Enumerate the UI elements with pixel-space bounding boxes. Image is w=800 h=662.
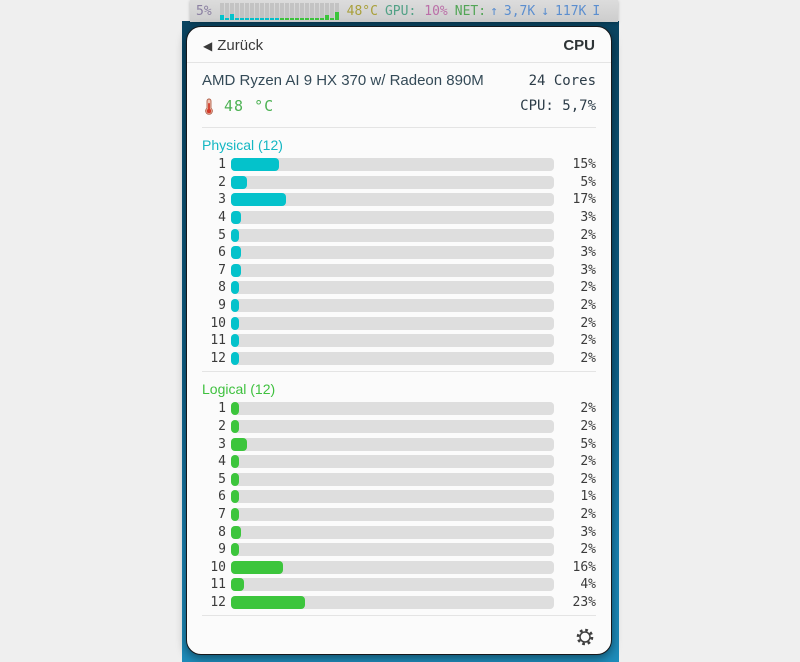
core-number: 8: [218, 280, 226, 296]
panel-net-upload[interactable]: 3,7K: [503, 3, 536, 19]
core-number: 11: [210, 577, 226, 593]
panel-gpu-label[interactable]: GPU:: [384, 3, 417, 19]
core-usage-percent: 3%: [580, 210, 596, 226]
core-usage-row: [187, 279, 611, 297]
core-usage-percent: 2%: [580, 401, 596, 417]
core-usage-percent: 17%: [572, 192, 596, 208]
core-number: 1: [218, 401, 226, 417]
histogram-bar: [230, 3, 234, 20]
core-usage-row: [187, 594, 611, 612]
core-usage-percent: 2%: [580, 542, 596, 558]
core-number: 8: [218, 524, 226, 540]
core-usage-bar: [231, 229, 239, 242]
histogram-bar: [265, 3, 269, 20]
page-title: CPU: [563, 37, 595, 54]
histogram-bar: [280, 3, 284, 20]
core-usage-row: [187, 191, 611, 209]
back-arrow-icon: ◀: [203, 38, 213, 53]
histogram-bar: [320, 3, 324, 20]
histogram-bar: [330, 3, 334, 20]
core-usage-row: [187, 297, 611, 315]
core-usage-row: [187, 400, 611, 418]
panel-net-label[interactable]: NET:: [454, 3, 487, 19]
core-usage-row: [187, 209, 611, 227]
core-usage-row: [187, 435, 611, 453]
core-usage-track: [231, 352, 554, 365]
core-number: 4: [218, 454, 226, 470]
core-usage-track: [231, 299, 554, 312]
core-usage-percent: 15%: [572, 157, 596, 173]
histogram-bar: [325, 3, 329, 20]
core-number: 4: [218, 210, 226, 226]
back-button[interactable]: [203, 37, 263, 54]
core-usage-bar: [231, 508, 239, 521]
core-usage-track: [231, 473, 554, 486]
top-panel[interactable]: [190, 0, 618, 22]
core-usage-bar: [231, 455, 239, 468]
histogram-bar: [315, 3, 319, 20]
histogram-bar: [300, 3, 304, 20]
histogram-bar: [255, 3, 259, 20]
cpu-temperature: 48 °C: [224, 97, 275, 115]
core-usage-row: [187, 453, 611, 471]
core-usage-percent: 5%: [580, 436, 596, 452]
core-usage-bar: [231, 561, 283, 574]
physical-core-rows: [187, 156, 611, 367]
core-usage-row: [187, 488, 611, 506]
panel-net-download[interactable]: 117K: [555, 3, 587, 19]
cpu-core-histogram-icon[interactable]: [220, 3, 340, 20]
core-number: 12: [210, 594, 226, 610]
section-title-physical: Physical (12): [202, 137, 283, 153]
core-usage-track: [231, 264, 554, 277]
divider: [202, 615, 596, 616]
core-usage-bar: [231, 281, 239, 294]
core-usage-track: [231, 438, 554, 451]
histogram-bar: [335, 3, 339, 20]
core-number: 2: [218, 174, 226, 190]
core-number: 6: [218, 489, 226, 505]
core-usage-percent: 3%: [580, 245, 596, 261]
core-usage-percent: 2%: [580, 315, 596, 331]
core-usage-row: [187, 418, 611, 436]
core-number: 7: [218, 506, 226, 522]
core-usage-percent: 5%: [580, 174, 596, 190]
core-usage-row: [187, 350, 611, 368]
core-usage-row: [187, 314, 611, 332]
core-usage-bar: [231, 578, 244, 591]
popup-footer: [187, 620, 611, 654]
core-usage-track: [231, 596, 554, 609]
core-usage-bar: [231, 334, 239, 347]
core-usage-track: [231, 246, 554, 259]
histogram-bar: [220, 3, 224, 20]
core-usage-track: [231, 281, 554, 294]
histogram-bar: [310, 3, 314, 20]
panel-temperature[interactable]: 48°C: [346, 3, 378, 19]
core-usage-row: [187, 156, 611, 174]
histogram-bar: [250, 3, 254, 20]
core-usage-row: [187, 226, 611, 244]
core-usage-percent: 23%: [572, 594, 596, 610]
core-usage-percent: 2%: [580, 419, 596, 435]
divider: [202, 127, 596, 128]
core-usage-percent: 2%: [580, 333, 596, 349]
section-title-logical: Logical (12): [202, 381, 276, 398]
histogram-bar: [235, 3, 239, 20]
core-usage-bar: [231, 193, 286, 206]
up-arrow-icon: ↑: [490, 3, 498, 19]
back-label: Zurück: [217, 37, 264, 54]
core-usage-percent: 3%: [580, 262, 596, 278]
core-number: 9: [218, 542, 226, 558]
histogram-bar: [275, 3, 279, 20]
core-usage-track: [231, 193, 554, 206]
core-usage-bar: [231, 352, 239, 365]
logical-cores-section: [187, 376, 611, 611]
popup-header: [187, 27, 611, 62]
core-number: 10: [210, 559, 226, 575]
core-usage-track: [231, 455, 554, 468]
histogram-bar: [270, 3, 274, 20]
core-usage-row: [187, 244, 611, 262]
core-number: 5: [218, 471, 226, 487]
core-usage-row: [187, 541, 611, 559]
core-usage-bar: [231, 473, 239, 486]
core-usage-row: [187, 262, 611, 280]
panel-cpu-percent[interactable]: 5%: [196, 3, 212, 19]
core-usage-percent: 2%: [580, 350, 596, 366]
core-number: 2: [218, 419, 226, 435]
core-usage-track: [231, 490, 554, 503]
core-usage-bar: [231, 211, 241, 224]
core-usage-track: [231, 402, 554, 415]
cpu-monitor-popup: [186, 26, 612, 655]
down-arrow-icon: ↓: [541, 3, 550, 19]
core-usage-track: [231, 420, 554, 433]
cpu-model-name: AMD Ryzen AI 9 HX 370 w/ Radeon 890M: [202, 72, 484, 89]
core-number: 1: [218, 157, 226, 173]
core-usage-row: [187, 558, 611, 576]
core-usage-row: [187, 523, 611, 541]
histogram-bar: [295, 3, 299, 20]
core-usage-bar: [231, 299, 239, 312]
core-usage-bar: [231, 158, 279, 171]
core-usage-track: [231, 211, 554, 224]
core-number: 12: [210, 350, 226, 366]
panel-gpu-percent[interactable]: 10%: [424, 3, 448, 19]
core-usage-track: [231, 176, 554, 189]
core-usage-bar: [231, 543, 239, 556]
divider: [202, 371, 596, 372]
core-usage-percent: 2%: [580, 298, 596, 314]
settings-button[interactable]: [575, 627, 595, 647]
core-usage-track: [231, 317, 554, 330]
core-count: 24 Cores: [528, 72, 596, 89]
gear-icon: [575, 627, 595, 647]
histogram-bar: [305, 3, 309, 20]
core-usage-percent: 2%: [580, 280, 596, 296]
histogram-bar: [285, 3, 289, 20]
core-usage-bar: [231, 420, 239, 433]
core-usage-percent: 2%: [580, 227, 596, 243]
core-usage-track: [231, 334, 554, 347]
thermometer-icon: [204, 98, 214, 115]
core-number: 10: [210, 315, 226, 331]
core-usage-bar: [231, 246, 241, 259]
core-usage-bar: [231, 317, 239, 330]
histogram-bar: [245, 3, 249, 20]
core-usage-track: [231, 526, 554, 539]
core-usage-percent: 1%: [580, 489, 596, 505]
cpu-info-block: [187, 63, 611, 123]
core-usage-bar: [231, 264, 241, 277]
histogram-bar: [225, 3, 229, 20]
core-usage-percent: 4%: [580, 577, 596, 593]
core-usage-row: [187, 332, 611, 350]
histogram-bar: [290, 3, 294, 20]
core-usage-percent: 2%: [580, 454, 596, 470]
core-usage-bar: [231, 438, 247, 451]
core-number: 9: [218, 298, 226, 314]
histogram-bar: [240, 3, 244, 20]
physical-cores-section: [187, 132, 611, 367]
core-number: 7: [218, 262, 226, 278]
core-number: 11: [210, 333, 226, 349]
core-usage-bar: [231, 526, 241, 539]
panel-clipped-indicator: I: [592, 3, 601, 19]
core-usage-bar: [231, 490, 239, 503]
core-number: 6: [218, 245, 226, 261]
histogram-bar: [260, 3, 264, 20]
core-usage-percent: 2%: [580, 471, 596, 487]
core-usage-track: [231, 543, 554, 556]
logical-core-rows: [187, 400, 611, 611]
core-usage-row: [187, 471, 611, 489]
core-usage-percent: 16%: [572, 559, 596, 575]
core-number: 3: [218, 436, 226, 452]
core-usage-bar: [231, 402, 239, 415]
core-usage-row: [187, 576, 611, 594]
core-usage-bar: [231, 596, 305, 609]
core-usage-row: [187, 174, 611, 192]
core-usage-track: [231, 561, 554, 574]
core-number: 5: [218, 227, 226, 243]
core-usage-track: [231, 158, 554, 171]
core-usage-percent: 3%: [580, 524, 596, 540]
core-usage-track: [231, 578, 554, 591]
core-usage-bar: [231, 176, 247, 189]
core-number: 3: [218, 192, 226, 208]
core-usage-percent: 2%: [580, 506, 596, 522]
cpu-total-usage: CPU: 5,7%: [520, 98, 596, 114]
core-usage-row: [187, 506, 611, 524]
core-usage-track: [231, 229, 554, 242]
core-usage-track: [231, 508, 554, 521]
